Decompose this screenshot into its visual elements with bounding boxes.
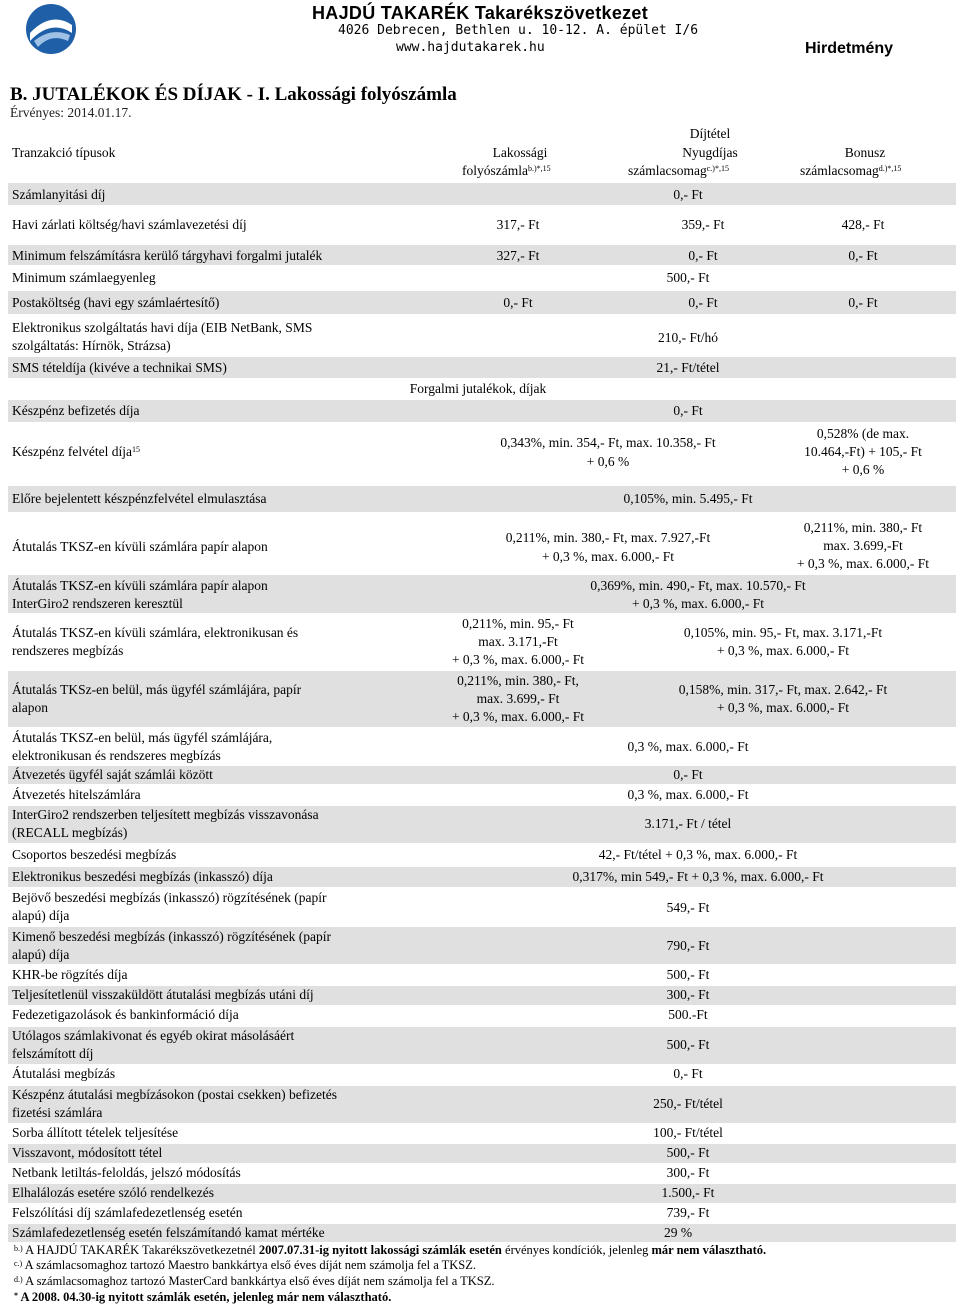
section-title: Forgalmi jutalékok, díjak [409, 381, 547, 396]
row-value: 300,- Ft [666, 1165, 710, 1180]
row-value: 300,- Ft [666, 987, 710, 1002]
col-header-tx-type: Tranzakció típusok [12, 145, 116, 160]
row-label: Elhalálozás esetére szóló rendelkezés [12, 1185, 215, 1200]
row-value-lakossagi: 327,- Ft [496, 248, 540, 263]
table-row [8, 614, 956, 670]
row-label: Teljesítetlenül visszaküldött átutalási megbízás utáni díj [12, 987, 314, 1002]
row-value-lakossagi-1: 0,211%, min. 380,- Ft, [457, 673, 579, 688]
row-label-1: Utólagos számlakivonat és egyéb okirat másolásáért [12, 1028, 295, 1043]
row-value-ln-2: + 0,3 %, max. 6.000,- Ft [541, 549, 675, 564]
col-header-bonusz-1: Bonusz [844, 145, 886, 160]
row-label: Sorba állított tételek teljesítése [12, 1125, 179, 1140]
table-row [8, 291, 956, 314]
row-label: Minimum számlaegyenleg [12, 270, 156, 285]
table-row [8, 927, 956, 964]
row-value-bonusz: 0,- Ft [848, 295, 878, 310]
row-value: 790,- Ft [666, 938, 710, 953]
table-row [8, 183, 956, 205]
row-label-2: (RECALL megbízás) [12, 825, 128, 840]
row-label: Minimum felszámításra kerülő tárgyhavi forgalmi jutalék [12, 248, 323, 263]
table-row [8, 986, 956, 1005]
row-label: Számlanyitási díj [12, 187, 106, 202]
validity-date: Érvényes: 2014.01.17. [10, 105, 132, 120]
header [0, 0, 960, 66]
table-row [8, 888, 956, 926]
bank-address: 4026 Debrecen, Bethlen u. 10-12. A. épület I/6 [338, 23, 699, 38]
bank-name: HAJDÚ TAKARÉK Takarékszövetkezet [312, 3, 649, 23]
row-label: Visszavont, módosított tétel [12, 1145, 163, 1160]
row-label-2: InterGiro2 rendszeren keresztül [12, 596, 183, 611]
row-value-bonusz: 428,- Ft [841, 217, 885, 232]
row-label-2: felszámított díj [12, 1046, 94, 1061]
row-label-1: Készpénz átutalási megbízásokon (postai csekken) befizetés [12, 1087, 337, 1102]
row-label-2: alapon [12, 700, 48, 715]
row-value: 549,- Ft [666, 900, 710, 915]
table-row [8, 845, 956, 865]
bank-website[interactable]: www.hajdutakarek.hu [396, 40, 545, 55]
table-row [8, 518, 956, 574]
row-value: 0,- Ft [673, 767, 703, 782]
row-value-bonusz-1: 0,528% (de max. [816, 426, 910, 441]
row-value-1: 0,369%, min. 490,- Ft, max. 10.570,- Ft [590, 578, 806, 593]
page-title: B. JUTALÉKOK ÉS DÍJAK - I. Lakossági folyószámla [10, 84, 457, 105]
table-row [8, 1086, 956, 1123]
table-row [8, 1224, 956, 1242]
table-row [8, 1204, 956, 1223]
row-value-ln-1: 0,343%, min. 354,- Ft, max. 10.358,- Ft [500, 435, 716, 450]
row-value: 42,- Ft/tétel + 0,3 %, max. 6.000,- Ft [598, 847, 798, 862]
row-value-bonusz-2: max. 3.699,-Ft [823, 538, 903, 553]
row-value-lakossagi-1: 0,211%, min. 95,- Ft [462, 616, 574, 631]
row-value: 21,- Ft/tétel [656, 360, 720, 375]
row-value: 1.500,- Ft [661, 1185, 715, 1200]
row-value-ln-1: 0,211%, min. 380,- Ft, max. 7.927,-Ft [505, 530, 711, 545]
row-label-2: elektronikusan és rendszeres megbízás [12, 748, 221, 763]
row-value-lakossagi-3: + 0,3 %, max. 6.000,- Ft [451, 652, 585, 667]
row-label: Átutalás TKSZ-en kívüli számlára papír alapon [12, 539, 268, 554]
section-header [8, 379, 956, 399]
row-value-2: + 0,3 %, max. 6.000,- Ft [631, 596, 765, 611]
col-header-lakossagi-1: Lakossági [492, 145, 548, 160]
row-value: 0,3 %, max. 6.000,- Ft [627, 787, 749, 802]
row-value-nb-1: 0,105%, min. 95,- Ft, max. 3.171,-Ft [683, 625, 883, 640]
footnote-d: $^{d.)}$ A számlacsomaghoz tartozó MasterCard bankkártya első éves díját nem számolja fel a TKSZ. [14, 1274, 495, 1288]
row-label: Átvezetés hitelszámlára [12, 787, 141, 802]
row-label-1: Bejövő beszedési megbízás (inkasszó) rögzítésének (papír [12, 890, 327, 905]
row-value-bonusz-1: 0,211%, min. 380,- Ft [803, 520, 923, 535]
row-value-lakossagi: 317,- Ft [496, 217, 540, 232]
footnote-c: $^{c.)}$ A számlacsomaghoz tartozó Maestro bankkártya első éves díját nem számolja fel a TKSZ. [14, 1258, 477, 1272]
row-label-2: szolgáltatás: Hírnök, Strázsa) [12, 338, 171, 353]
row-value-nyugdijas: 359,- Ft [681, 217, 725, 232]
table-row [8, 268, 956, 288]
row-label: Előre bejelentett készpénzfelvétel elmulasztása [12, 491, 267, 506]
row-value: 250,- Ft/tétel [653, 1096, 723, 1111]
row-label-2: alapú) díja [12, 908, 70, 923]
col-header-nyugdijas-1: Nyugdíjas [682, 145, 738, 160]
table-row [8, 317, 956, 355]
row-label: Fedezetigazolások és bankinformáció díja [12, 1007, 239, 1022]
table-row [8, 245, 956, 265]
row-label-2: alapú) díja [12, 947, 70, 962]
row-label: KHR-be rögzítés díja [12, 967, 128, 982]
row-label-1: Kimenő beszedési megbízás (inkasszó) rögzítésének (papír [12, 929, 332, 944]
row-value: 0,105%, min. 5.495,- Ft [623, 491, 753, 506]
row-value-nb-1: 0,158%, min. 317,- Ft, max. 2.642,- Ft [678, 682, 888, 697]
row-value-lakossagi: 0,- Ft [503, 295, 533, 310]
row-value: 739,- Ft [666, 1205, 710, 1220]
row-value: 210,- Ft/hó [657, 330, 718, 345]
row-value: 0,317%, min 549,- Ft + 0,3 %, max. 6.000,- Ft [572, 869, 824, 884]
col-header-nyugdijas-2: számlacsomag$^{c.)*,15}$ [628, 163, 729, 178]
table-row [8, 575, 956, 613]
table-row [8, 486, 956, 512]
table-row [8, 1027, 956, 1064]
col-header-fee: Díjtétel [689, 126, 731, 141]
row-value-lakossagi-2: max. 3.699,- Ft [476, 691, 560, 706]
col-header-lakossagi-2: folyószámla$^{b.)*,15}$ [462, 163, 551, 178]
row-label: Netbank letiltás-feloldás, jelszó módosítás [12, 1165, 241, 1180]
row-value-nyugdijas: 0,- Ft [688, 248, 718, 263]
table-row [8, 1184, 956, 1203]
col-header-bonusz-2: számlacsomag$^{d.)*,15}$ [800, 163, 902, 178]
row-label: Elektronikus beszedési megbízás (inkasszó) díja [12, 869, 273, 884]
table-row [8, 357, 956, 378]
row-label: Készpénz befizetés díja [12, 403, 140, 418]
row-value: 500.-Ft [668, 1007, 708, 1022]
table-row [8, 425, 956, 480]
row-label: Felszólítási díj számlafedezetlenség esetén [12, 1205, 243, 1220]
table-row [8, 1124, 956, 1143]
row-value: 500,- Ft [666, 967, 710, 982]
row-value: 0,- Ft [673, 1066, 703, 1081]
table-row [8, 671, 956, 727]
row-value-bonusz-3: + 0,6 % [841, 462, 885, 477]
row-value-bonusz: 0,- Ft [848, 248, 878, 263]
footnote-b: $^{b.)}$ A HAJDÚ TAKARÉK Takarékszövetkezetnél 2007.07.31-ig nyitott lakossági számlák esetén érvényes kondíciók, jelenleg már nem választható. [14, 1243, 767, 1257]
row-label-1: Elektronikus szolgáltatás havi díja (EIB NetBank, SMS [12, 320, 313, 335]
row-value-nb-2: + 0,3 %, max. 6.000,- Ft [716, 700, 850, 715]
row-label: Csoportos beszedési megbízás [12, 847, 177, 862]
table-row [8, 867, 956, 887]
row-value: 500,- Ft [666, 1037, 710, 1052]
row-value: 0,- Ft [673, 403, 703, 418]
table-row [8, 728, 956, 765]
row-label-2: fizetési számlára [12, 1105, 103, 1120]
row-value: 29 % [663, 1225, 693, 1240]
row-label-1: Átutalás TKSZ-en belül, más ügyfél számlájára, [12, 730, 273, 745]
row-label: Készpénz felvétel díja$^{15}$ [12, 444, 140, 459]
table-row [8, 1164, 956, 1183]
row-label: Átutalási megbízás [12, 1066, 116, 1081]
row-label: SMS tételdíja (kivéve a technikai SMS) [12, 360, 227, 375]
row-value: 100,- Ft/tétel [653, 1125, 723, 1140]
row-label-1: InterGiro2 rendszerben teljesített megbízás visszavonása [12, 807, 319, 822]
row-label-1: Átutalás TKSZ-en kívüli számlára papír alapon [12, 578, 268, 593]
row-value-lakossagi-3: + 0,3 %, max. 6.000,- Ft [451, 709, 585, 724]
table-row [8, 1006, 956, 1026]
table-row [8, 806, 956, 843]
row-value-bonusz-2: 10.464,-Ft) + 105,- Ft [804, 444, 922, 459]
row-label: Átvezetés ügyfél saját számlái között [12, 767, 213, 782]
row-value: 0,- Ft [673, 187, 703, 202]
table-row [8, 1065, 956, 1085]
row-value: 500,- Ft [666, 1145, 710, 1160]
table-row [8, 400, 956, 422]
document-type: Hirdetmény [805, 40, 894, 57]
row-value-nb-2: + 0,3 %, max. 6.000,- Ft [716, 643, 850, 658]
row-value: 500,- Ft [666, 270, 710, 285]
table-row [8, 1144, 956, 1163]
table-row [8, 213, 956, 235]
row-value-ln-2: + 0,6 % [586, 454, 630, 469]
table-row [8, 766, 956, 784]
row-value-bonusz-3: + 0,3 %, max. 6.000,- Ft [796, 556, 930, 571]
row-value: 0,3 %, max. 6.000,- Ft [627, 739, 749, 754]
table-row [8, 785, 956, 805]
row-label: Havi zárlati költség/havi számlavezetési díj [12, 217, 247, 232]
row-value: 3.171,- Ft / tétel [644, 816, 732, 831]
row-value-nyugdijas: 0,- Ft [688, 295, 718, 310]
row-value-lakossagi-2: max. 3.171,-Ft [478, 634, 558, 649]
table-row [8, 965, 956, 985]
row-label-2: rendszeres megbízás [12, 643, 124, 658]
row-label-1: Átutalás TKSz-en belül, más ügyfél számlájára, papír [12, 682, 302, 697]
row-label: Postaköltség (havi egy számlaértesítő) [12, 295, 220, 310]
row-label-1: Átutalás TKSZ-en kívüli számlára, elektronikusan és [12, 625, 299, 640]
bank-logo-icon [20, 3, 82, 55]
row-label: Számlafedezetlenség esetén felszámítandó kamat mértéke [12, 1225, 325, 1240]
footnote-star: * A 2008. 04.30-ig nyitott számlák esetén, jelenleg már nem választható. [14, 1290, 392, 1304]
